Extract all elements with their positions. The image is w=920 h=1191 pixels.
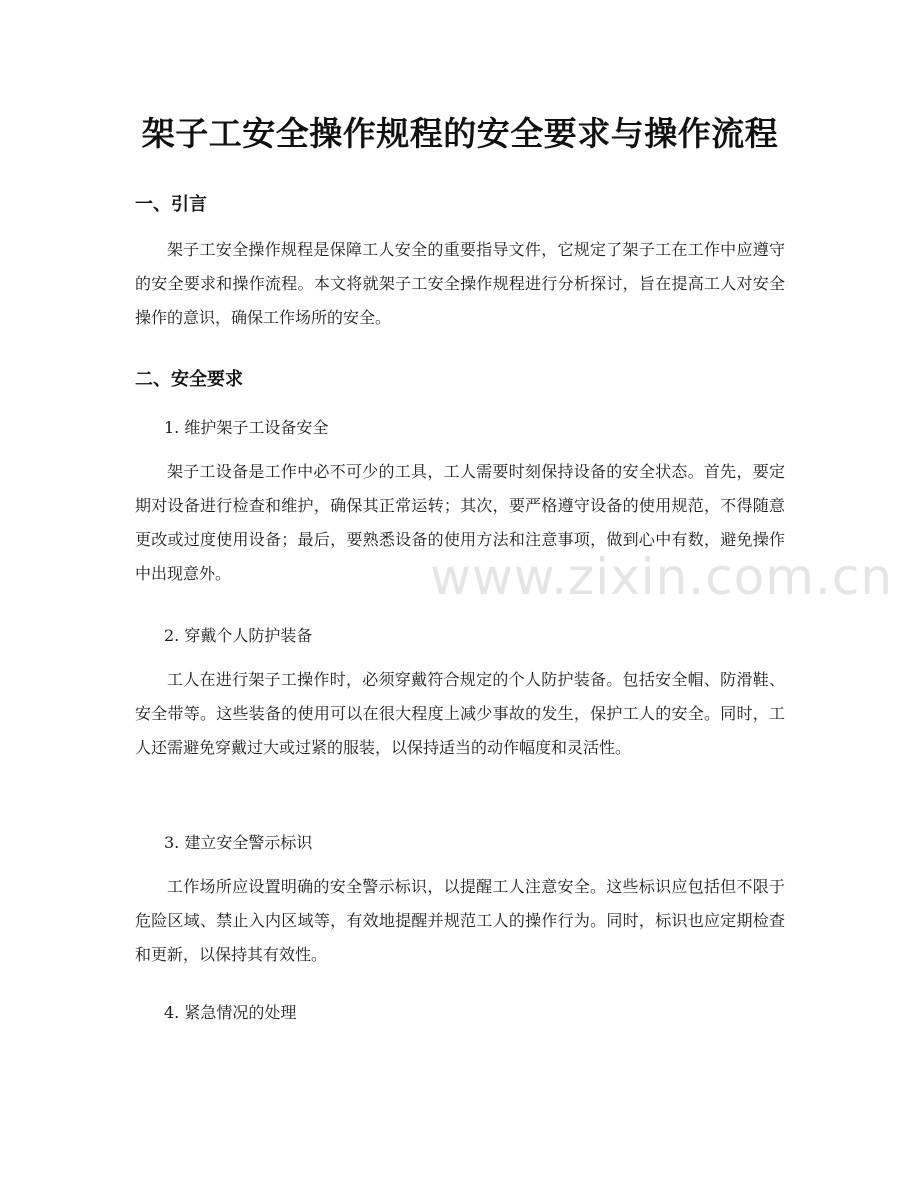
section-heading-safety-requirements: 二、安全要求 [135,369,243,390]
item-title-emergency-handling: 4. 紧急情况的处理 [164,1003,297,1022]
section-heading-intro: 一、引言 [135,194,207,215]
item-title-protective-equipment: 2. 穿戴个人防护装备 [164,626,313,645]
item-title-warning-signs: 3. 建立安全警示标识 [164,833,313,852]
watermark: www.zixin.com.cn [430,548,894,606]
document-title: 架子工安全操作规程的安全要求与操作流程 [141,114,779,153]
intro-paragraph: 架子工安全操作规程是保障工人安全的重要指导文件，它规定了架子工在工作中应遵守的安全要求和操作流程。本文将就架子工安全操作规程进行分析探讨，旨在提高工人对安全操作的意识，确保工作场所的安全。 [135,240,785,327]
item-paragraph-protective-equipment: 工人在进行架子工操作时，必须穿戴符合规定的个人防护装备。包括安全帽、防滑鞋、安全带等。这些装备的使用可以在很大程度上减少事故的发生，保护工人的安全。同时，工人还需避免穿戴过大或过紧的服装，以保持适当的动作幅度和灵活性。 [135,670,785,757]
item-paragraph-warning-signs: 工作场所应设置明确的安全警示标识，以提醒工人注意安全。这些标识应包括但不限于危险区域、禁止入内区域等，有效地提醒并规范工人的操作行为。同时，标识也应定期检查和更新，以保持其有效性。 [135,877,785,964]
item-paragraph-equipment-safety: 架子工设备是工作中必不可少的工具，工人需要时刻保持设备的安全状态。首先，要定期对设备进行检查和维护，确保其正常运转；其次，要严格遵守设备的使用规范，不得随意更改或过度使用设备；最后，要熟悉设备的使用方法和注意事项，做到心中有数，避免操作中出现意外。 [135,462,785,583]
item-title-equipment-safety: 1. 维护架子工设备安全 [164,418,329,437]
